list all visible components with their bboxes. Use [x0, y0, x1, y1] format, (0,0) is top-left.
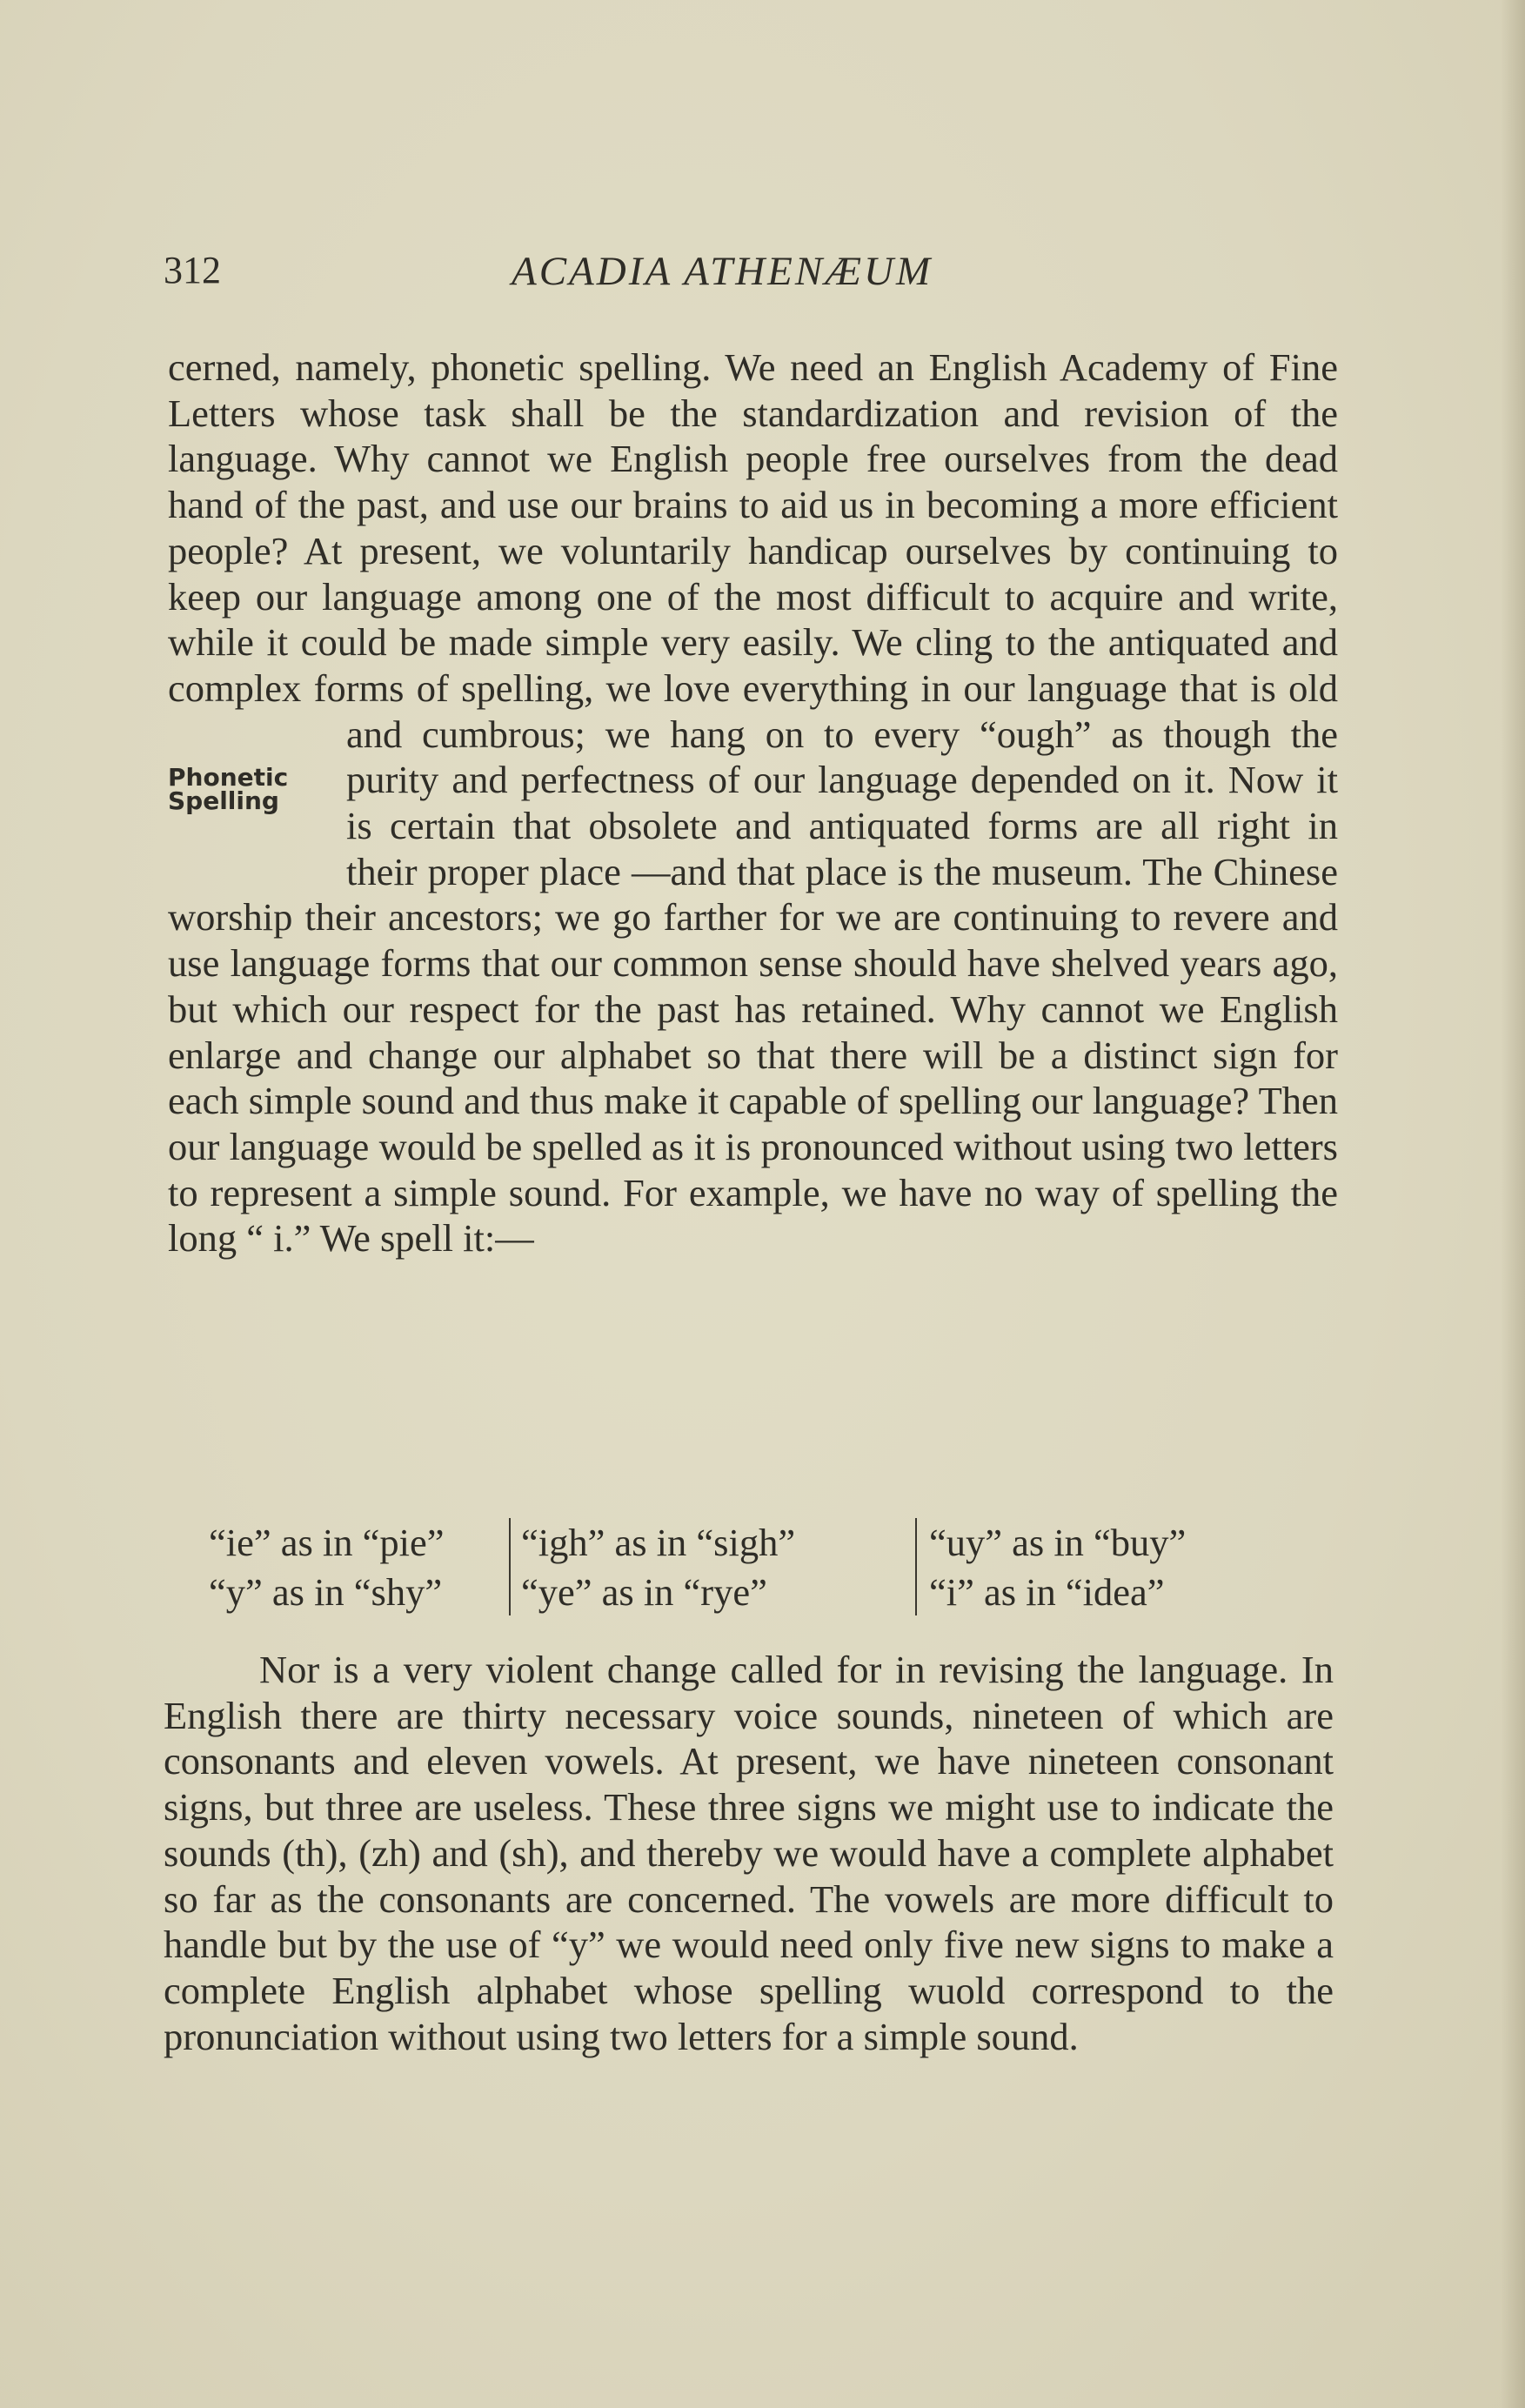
- sidenote-container: [168, 715, 346, 850]
- paragraph-1: [168, 344, 1338, 1261]
- paragraph-2: Nor is a very violent change called for in revising the language. In English there are thirty necessary voice sounds, nineteen of which are consonants and eleven vowels. At present, we have nineteen consonant signs, but three are useless. These three signs we might use to indicate the sounds (th), (zh) and (sh), and thereby we would have a complete alphabet so far as the consonants are concerned. The vowels are more difficult to handle but by the use of “y” we would need only five new signs to make a complete English alphabet whose spelling wuold correspond to the pronunciation without using two letters for a simple sound.: [164, 1648, 1334, 2058]
- spelling-example: “y” as in “shy”: [209, 1570, 443, 1614]
- article-body-continued: [164, 1647, 1334, 2059]
- paragraph-1-text-b: old and cumbrous; we hang on to every “ough” as though the purity and perfectness of our language depended on it. Now it is certain that obsolete and antiquated forms are all right in their proper place —and that place is the museum. The Chinese worship their ancestors; we go farther for we are continuing to revere and use language forms that our common sense should have shelved years ago, but which our respect for the past has retained. Why cannot we English enlarge and change our alphabet so that there will be a distinct sign for each simple sound and thus make it capable of spelling our language? Then our language would be spelled as it is pronounced without using two letters to represent a simple sound. For example, we have no way of spelling the long “ i.” We spell it:—: [168, 666, 1338, 1261]
- spelling-example: “uy” as in “buy”: [929, 1521, 1187, 1564]
- spelling-column-2: [509, 1518, 904, 1615]
- spelling-example: “ie” as in “pie”: [209, 1521, 445, 1564]
- margin-note-line-2: Spelling: [168, 786, 279, 815]
- spelling-example: “ye” as in “rye”: [521, 1570, 767, 1614]
- article-body: [168, 344, 1338, 1261]
- spelling-column-1: [209, 1518, 509, 1617]
- page-header: [164, 248, 1338, 300]
- running-head: ACADIA ATHENÆUM: [512, 249, 933, 294]
- spelling-example: “i” as in “idea”: [929, 1570, 1165, 1614]
- paragraph-1-text-a: cerned, namely, phonetic spelling. We need an English Academy of Fine Letters whose task shall be the standardization and revision of the language. Why cannot we English people free ourselves from the dead hand of the past, and use our brains to aid us in becoming a more efficient people? At present, we voluntarily handicap ourselves by continuing to keep our language among one of the most difficult to acquire and write, while it could be made simple very easily. We cling to the antiquated and complex forms of spelling, we love everything in our language that is: [168, 345, 1338, 710]
- margin-note-line-1: Phonetic: [168, 762, 289, 792]
- spelling-column-3: [915, 1518, 1312, 1615]
- page-number: 312: [164, 249, 221, 291]
- page-edge-shadow: [1501, 0, 1525, 2408]
- spelling-example: “igh” as in “sigh”: [521, 1521, 796, 1564]
- margin-note: [168, 762, 289, 815]
